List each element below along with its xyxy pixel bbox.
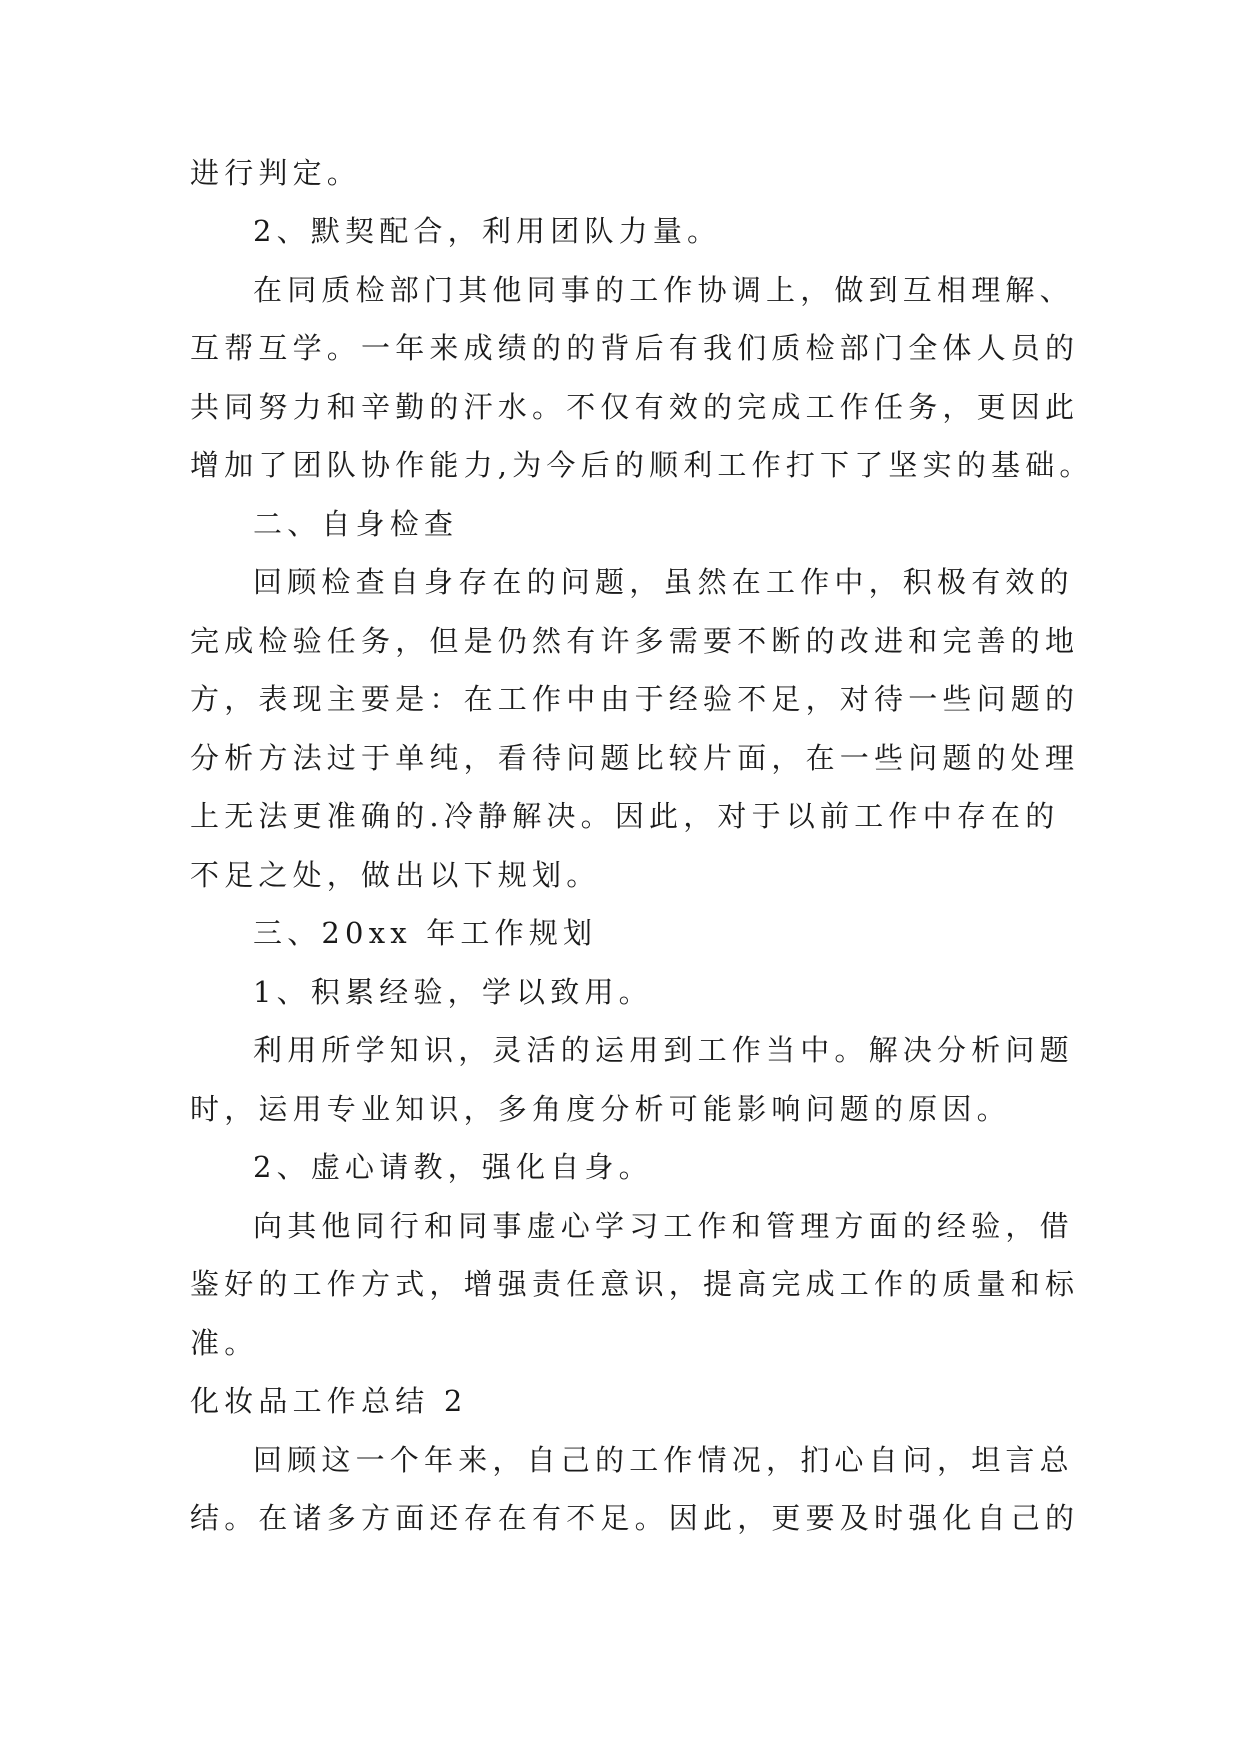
text-line: 回顾这一个年来，自己的工作情况，扪心自问，坦言总 [253, 1443, 1074, 1477]
text-line: 进行判定。 [190, 156, 362, 190]
text-line: 互帮互学。一年来成绩的的背后有我们质检部门全体人员的 [190, 331, 1080, 365]
text-line: 鉴好的工作方式，增强责任意识，提高完成工作的质量和标 [190, 1267, 1080, 1301]
section-heading: 三、20xx 年工作规划 [253, 916, 598, 950]
text-line: 2、默契配合，利用团队力量。 [253, 214, 722, 248]
text-line: 2、虚心请教，强化自身。 [253, 1150, 653, 1184]
text-line: 回顾检查自身存在的问题，虽然在工作中，积极有效的 [253, 565, 1074, 599]
text-line: 上无法更准确的.冷静解决。因此，对于以前工作中存在的 [190, 799, 1060, 833]
text-line: 不足之处，做出以下规划。 [190, 858, 601, 892]
text-line: 增加了团队协作能力,为今后的顺利工作打下了坚实的基础。 [190, 448, 1094, 482]
document-subtitle: 化妆品工作总结 2 [190, 1384, 468, 1418]
text-line: 完成检验任务，但是仍然有许多需要不断的改进和完善的地 [190, 624, 1080, 658]
text-line: 1、积累经验，学以致用。 [253, 975, 653, 1009]
text-line: 在同质检部门其他同事的工作协调上，做到互相理解、 [253, 273, 1074, 307]
text-line: 分析方法过于单纯，看待问题比较片面，在一些问题的处理 [190, 741, 1080, 775]
text-line: 向其他同行和同事虚心学习工作和管理方面的经验，借 [253, 1209, 1074, 1243]
section-heading: 二、自身检查 [253, 507, 459, 541]
text-line: 准。 [190, 1326, 259, 1360]
text-line: 共同努力和辛勤的汗水。不仅有效的完成工作任务，更因此 [190, 390, 1080, 424]
text-line: 利用所学知识，灵活的运用到工作当中。解决分析问题 [253, 1033, 1074, 1067]
text-line: 结。在诸多方面还存在有不足。因此，更要及时强化自己的 [190, 1501, 1080, 1535]
text-line: 时，运用专业知识，多角度分析可能影响问题的原因。 [190, 1092, 1011, 1126]
text-line: 方，表现主要是：在工作中由于经验不足，对待一些问题的 [190, 682, 1080, 716]
